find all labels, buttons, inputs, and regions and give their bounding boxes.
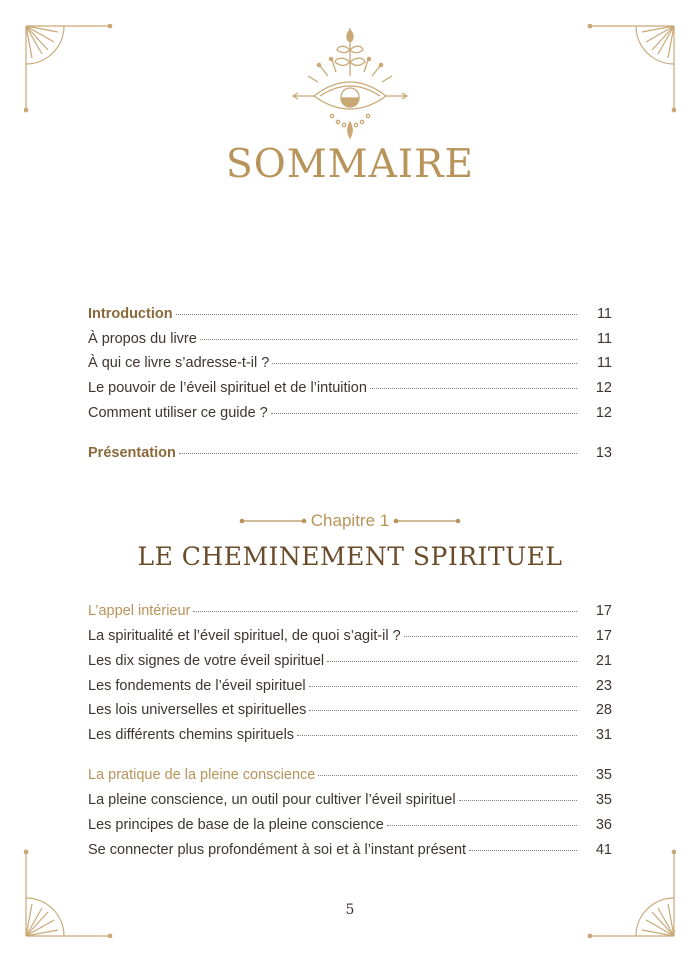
chapter-divider-icon bbox=[392, 514, 462, 528]
toc-entry-label: La spiritualité et l’éveil spirituel, de quoi s’agit-il ? bbox=[88, 628, 401, 644]
toc-entry-label: Les dix signes de votre éveil spirituel bbox=[88, 653, 325, 669]
toc-entry-label: Les principes de base de la pleine conscience bbox=[88, 817, 384, 833]
toc-entry[interactable] bbox=[88, 378, 612, 398]
toc-entry-label: À propos du livre bbox=[88, 331, 197, 347]
dot-leader bbox=[200, 338, 577, 340]
chapter-label: Chapitre 1 bbox=[310, 511, 390, 530]
toc-entry-label: À qui ce livre s’adresse-t-il ? bbox=[88, 355, 270, 371]
toc-entry-page: 41 bbox=[595, 842, 612, 858]
corner-ornament-icon bbox=[586, 848, 676, 938]
toc-entry-page: 12 bbox=[595, 380, 612, 396]
toc-entry[interactable] bbox=[88, 725, 612, 745]
mystic-eye-emblem-icon bbox=[290, 24, 410, 142]
toc-entry-label: Se connecter plus profondément à soi et à l’instant présent bbox=[88, 842, 467, 858]
toc-entry-label: L’appel intérieur bbox=[88, 603, 191, 619]
toc-entry-label: Comment utiliser ce guide ? bbox=[88, 405, 268, 421]
dot-leader bbox=[318, 774, 577, 776]
corner-ornament-icon bbox=[24, 848, 114, 938]
toc-entry-page: 11 bbox=[596, 306, 612, 322]
toc-entry[interactable] bbox=[88, 840, 612, 860]
toc-entry-section[interactable] bbox=[88, 765, 612, 785]
dot-leader bbox=[272, 362, 577, 364]
dot-leader bbox=[370, 387, 577, 389]
page-number: 5 bbox=[345, 902, 355, 918]
toc-entry-page: 12 bbox=[595, 405, 612, 421]
toc-entry-page: 17 bbox=[595, 603, 612, 619]
dot-leader bbox=[469, 849, 577, 851]
toc-entry-label: Les différents chemins spirituels bbox=[88, 727, 295, 743]
toc-entry-page: 36 bbox=[595, 817, 612, 833]
toc-entry[interactable] bbox=[88, 353, 612, 373]
toc-entry-page: 35 bbox=[595, 792, 612, 808]
toc-entry[interactable] bbox=[88, 790, 612, 810]
toc-entry-label: Présentation bbox=[88, 445, 176, 461]
toc-entry-label: La pleine conscience, un outil pour cultiver l’éveil spirituel bbox=[88, 792, 456, 808]
toc-entry-presentation[interactable] bbox=[88, 443, 612, 463]
toc-entry[interactable] bbox=[88, 329, 612, 349]
toc-entry[interactable] bbox=[88, 626, 612, 646]
dot-leader bbox=[309, 685, 577, 687]
toc-entry-page: 35 bbox=[595, 767, 612, 783]
dot-leader bbox=[404, 635, 577, 637]
toc-entry-page: 31 bbox=[595, 727, 612, 743]
toc-entry-page: 11 bbox=[596, 355, 612, 371]
toc-entry-label: La pratique de la pleine conscience bbox=[88, 767, 316, 783]
toc-entry-page: 11 bbox=[596, 331, 612, 347]
toc-entry-label: Introduction bbox=[88, 306, 173, 322]
dot-leader bbox=[387, 824, 577, 826]
toc-entry-page: 17 bbox=[595, 628, 612, 644]
toc-entry[interactable] bbox=[88, 403, 612, 423]
toc-entry-page: 21 bbox=[595, 653, 612, 669]
corner-ornament-icon bbox=[586, 24, 676, 114]
toc-entry-section[interactable] bbox=[88, 601, 612, 621]
dot-leader bbox=[309, 709, 577, 711]
dot-leader bbox=[179, 452, 577, 454]
toc-entry[interactable] bbox=[88, 676, 612, 696]
toc-entry[interactable] bbox=[88, 700, 612, 720]
corner-ornament-icon bbox=[24, 24, 114, 114]
dot-leader bbox=[327, 660, 577, 662]
dot-leader bbox=[176, 313, 577, 315]
page-title: SOMMAIRE bbox=[226, 142, 474, 187]
chapter-title: LE CHEMINEMENT SPIRITUEL bbox=[137, 542, 563, 571]
toc-entry-page: 13 bbox=[595, 445, 612, 461]
toc-entry-page: 28 bbox=[595, 702, 612, 718]
dot-leader bbox=[459, 799, 577, 801]
toc-entry[interactable] bbox=[88, 815, 612, 835]
toc-entry-label: Les lois universelles et spirituelles bbox=[88, 702, 307, 718]
toc-entry-introduction[interactable] bbox=[88, 304, 612, 324]
dot-leader bbox=[297, 734, 577, 736]
toc-entry[interactable] bbox=[88, 651, 612, 671]
toc-entry-page: 23 bbox=[595, 678, 612, 694]
dot-leader bbox=[271, 412, 577, 414]
dot-leader bbox=[193, 610, 577, 612]
toc-entry-label: Les fondements de l’éveil spirituel bbox=[88, 678, 306, 694]
toc-entry-label: Le pouvoir de l’éveil spirituel et de l’intuition bbox=[88, 380, 367, 396]
